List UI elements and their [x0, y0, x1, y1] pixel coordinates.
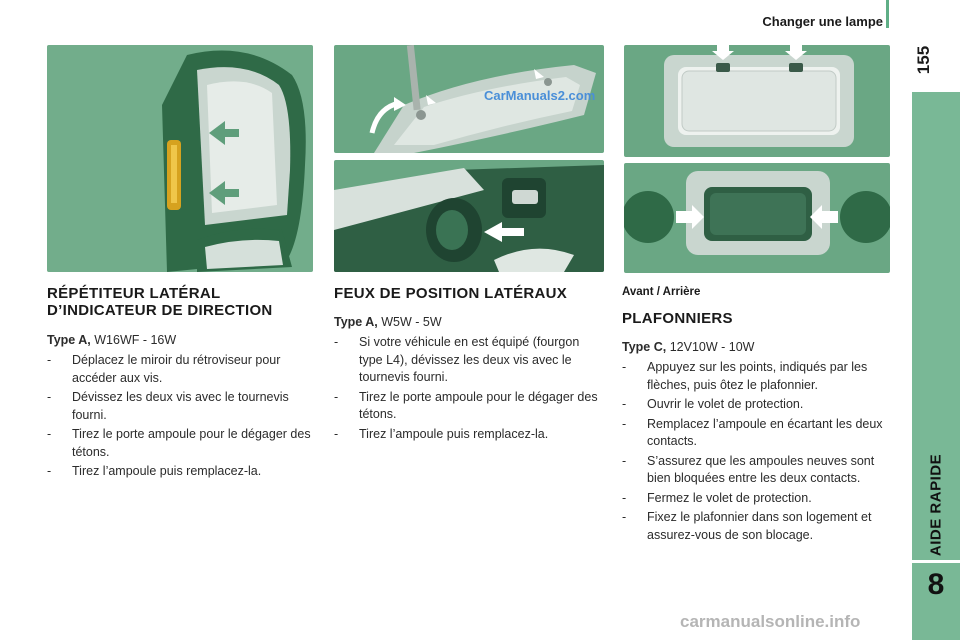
steps-list: [334, 334, 604, 443]
list-item: - Fixez le plafonnier dans son logement et assurez-vous de son blocage.: [622, 510, 872, 542]
list-item: - Ouvrir le volet de protection.: [622, 397, 804, 411]
running-header: Changer une lampe: [762, 14, 883, 29]
watermark-bottom: carmanualsonline.info: [680, 612, 861, 631]
list-item: - Remplacez l’ampoule en écartant les deux contacts.: [622, 416, 883, 448]
section-title: RÉPÉTITEUR LATÉRAL D’INDICATEUR DE DIRECTION: [47, 285, 273, 319]
section-subtitle: Avant / Arrière: [622, 286, 701, 298]
tab-divider: [912, 560, 960, 563]
section-side-position-lights: [334, 285, 604, 445]
section-side-repeater: [47, 285, 313, 483]
steps-list: [622, 359, 892, 544]
list-item: - Fermez le volet de protection.: [622, 490, 812, 505]
chapter-number: 8: [927, 568, 945, 601]
list-item: - Tirez le porte ampoule pour le dégager des tétons.: [47, 427, 311, 459]
bulb-type: Type A, W16WF - 16W: [47, 333, 177, 347]
section-title: PLAFONNIERS: [622, 310, 733, 327]
ceiling-lamp-press-illustration: [624, 163, 890, 273]
ceiling-lamp-top-illustration: [624, 45, 890, 157]
bulb-type: Type A, W5W - 5W: [334, 315, 442, 329]
list-item: - Déplacez le miroir du rétroviseur pour accéder aux vis.: [47, 353, 281, 385]
page-number: 155: [914, 45, 933, 75]
side-tab-label: AIDE RAPIDE: [927, 453, 945, 557]
bulb-type: Type C, 12V10W - 10W: [622, 340, 755, 354]
list-item: - Tirez l’ampoule puis remplacez-la.: [47, 464, 262, 478]
section-title: FEUX DE POSITION LATÉRAUX: [334, 285, 568, 302]
steps-list: [47, 352, 313, 481]
mirror-illustration: [47, 45, 313, 272]
watermark-top: CarManuals2.com: [484, 88, 596, 103]
list-item: - Si votre véhicule en est équipé (fourgon type L4), dévissez les deux vis avec le tournevis fourni.: [334, 335, 580, 384]
list-item: - Dévissez les deux vis avec le tournevis fourni.: [47, 390, 289, 422]
bulb-holder-illustration: [334, 160, 604, 272]
list-item: - Tirez l’ampoule puis remplacez-la.: [334, 426, 549, 441]
header-accent-bar: [886, 0, 889, 28]
list-item: - Appuyez sur les points, indiqués par les flèches, puis ôtez le plafonnier.: [622, 360, 868, 392]
list-item: - S’assurez que les ampoules neuves sont bien bloquées entre les deux contacts.: [622, 453, 875, 485]
section-ceiling-lights: [622, 286, 892, 546]
list-item: - Tirez le porte ampoule pour le dégager des tétons.: [334, 389, 598, 421]
